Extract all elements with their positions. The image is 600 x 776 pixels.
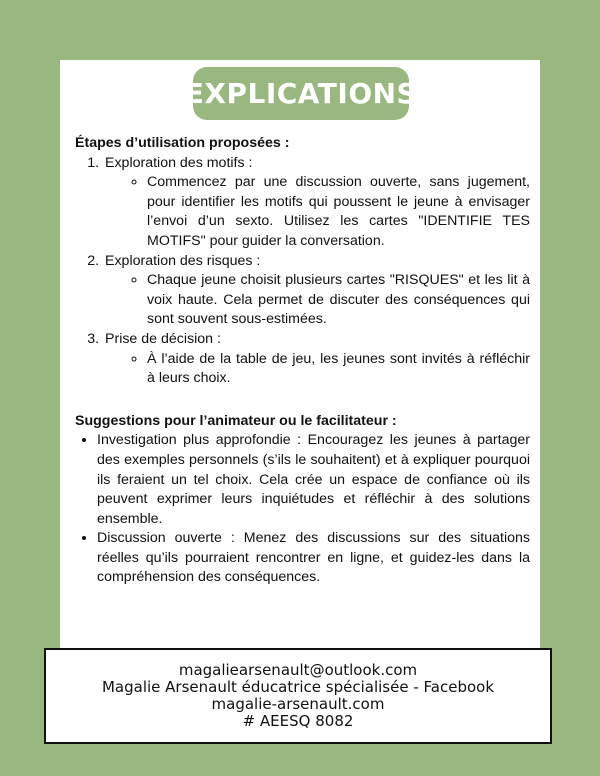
suggestion-item: • Discussion ouverte : Menez des discussions sur des situations réelles qu’ils pourraient rencontrer en ligne, et guidez-les dans la compréhension des conséquences. [97, 529, 530, 588]
suggestions-heading: Suggestions pour l’animateur ou le facilitateur : [75, 412, 397, 429]
suggestion-item: • Investigation plus approfondie : Encouragez les jeunes à partager des exemples personnels (s’ils le souhaitent) et à expliquer pourquoi ils feraient un tel choix. Cela crée un espace de confiance où ils peuvent exprimer leurs inquiétudes et réfléchir à des solutions ensemble. [97, 431, 530, 529]
step-item [103, 330, 530, 389]
step-detail: ◦ Chaque jeune choisit plusieurs cartes "RISQUES" et les lit à voix haute. Cela permet de discuter des conséquences qui sont souvent sous-estimées. [147, 271, 530, 330]
step-details [105, 271, 530, 330]
contact-footer [44, 648, 552, 744]
step-item [103, 154, 530, 252]
step-label: Prise de décision : [105, 330, 221, 347]
section-spacer [75, 389, 530, 412]
page-title: EXPLICATIONS [193, 67, 409, 120]
steps-list [75, 154, 530, 389]
contact-website[interactable]: magalie-arsenault.com [211, 695, 385, 713]
main-content [75, 134, 530, 588]
step-label: Exploration des motifs : [105, 154, 253, 171]
contact-facebook[interactable]: Magalie Arsenault éducatrice spécialisée - Facebook [101, 678, 495, 696]
steps-heading: Étapes d’utilisation proposées : [75, 135, 290, 151]
step-details [105, 350, 530, 389]
step-item [103, 252, 530, 330]
step-detail: ◦ Commencez par une discussion ouverte, sans jugement, pour identifier les motifs qui poussent le jeune à envisager l’envoi d’un sexto. Utilisez les cartes "IDENTIFIE TES MOTIFS" pour guider la conversation. [147, 173, 530, 251]
suggestions-list [75, 431, 530, 588]
step-details [105, 173, 530, 251]
step-label: Exploration des risques : [105, 252, 261, 269]
member-number: # AEESQ 8082 [242, 712, 354, 730]
step-detail: ◦ À l’aide de la table de jeu, les jeunes sont invités à réfléchir à leurs choix. [147, 350, 530, 389]
contact-email[interactable]: magaliearsenault@outlook.com [178, 661, 418, 679]
